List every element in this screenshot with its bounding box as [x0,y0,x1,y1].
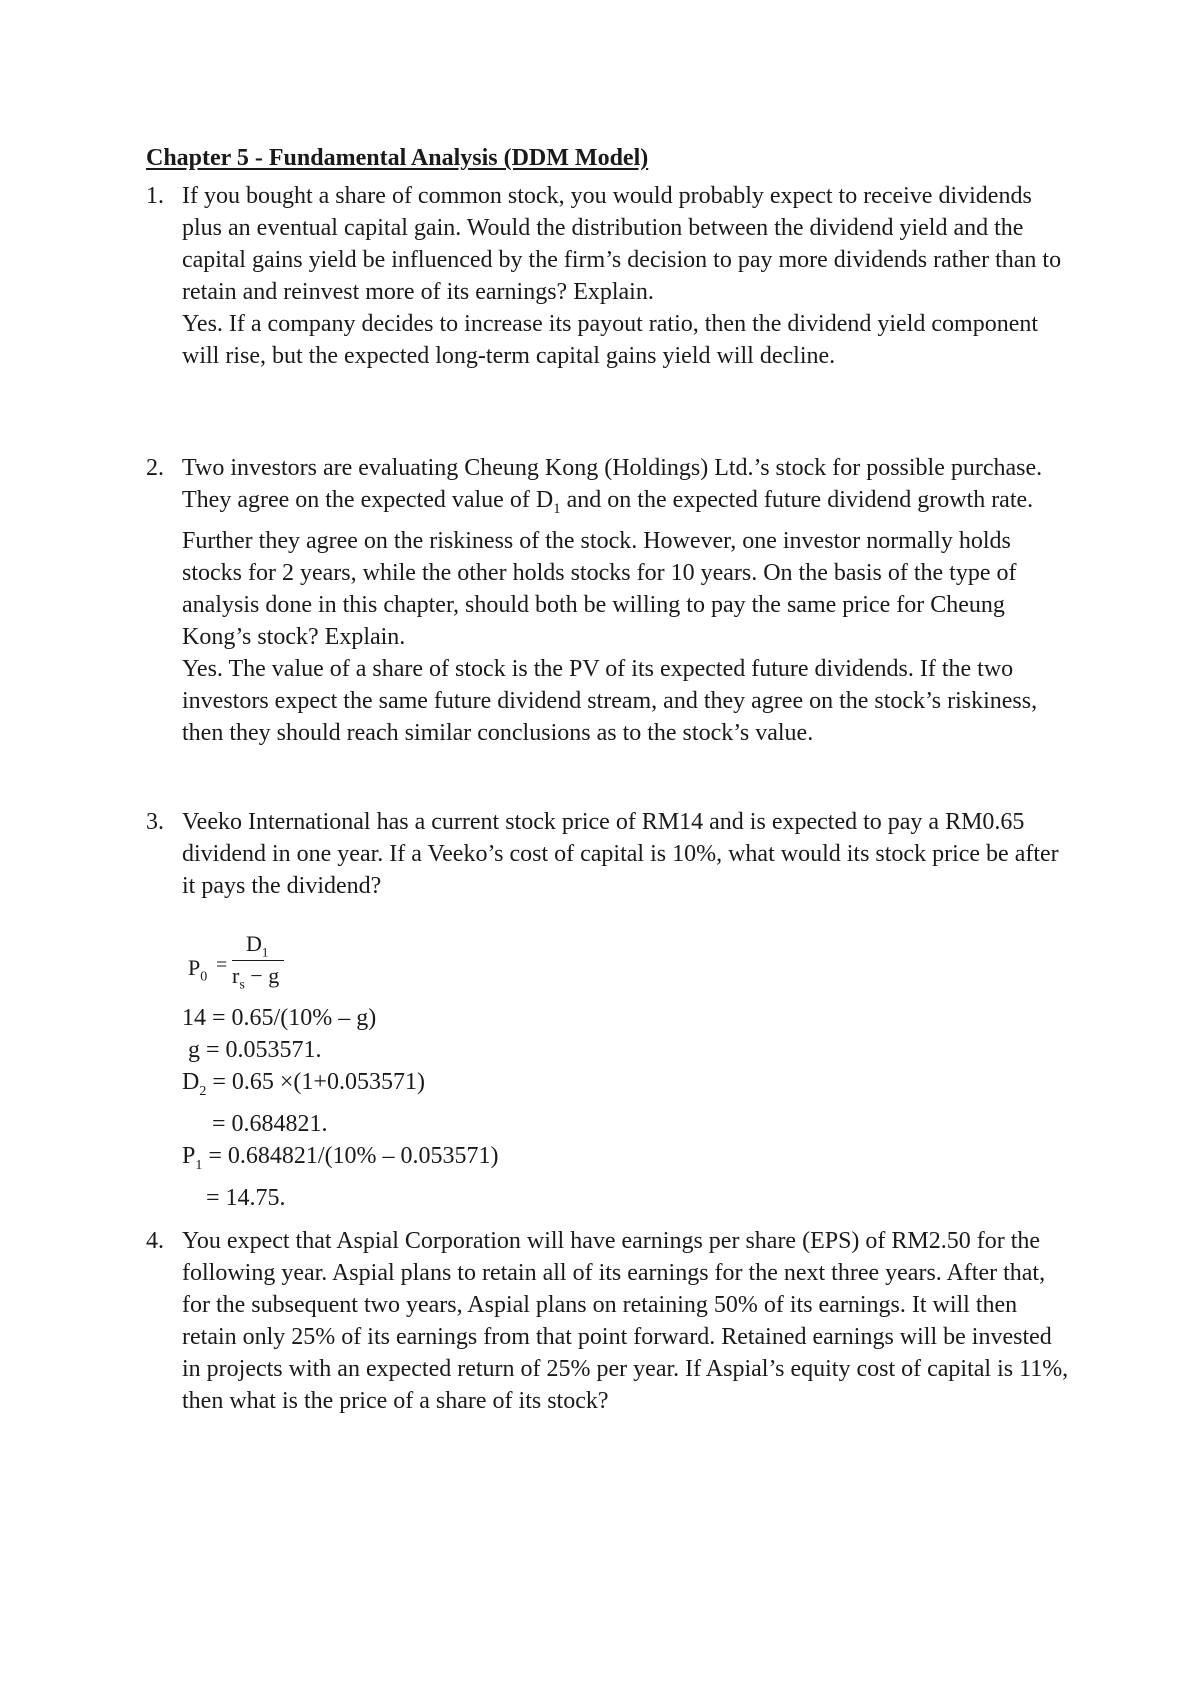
answer-text: Yes. The value of a share of stock is the PV of its expected future dividends. If the two investors expect the same future dividend stream, and they agree on the stock’s riskiness, then they should reach similar conclusions as to the stock’s value. [182,655,1038,746]
question-number: 3. [146,809,164,835]
calc-line: = 14.75. [182,1184,286,1211]
question-1 [146,180,1076,372]
question-text: If you bought a share of common stock, you would probably expect to receive dividends plus an eventual capital gain. Would the distribution between the dividend yield and the capital gains yield be influenced by the firm’s decision to pay more dividends rather than to retain and reinvest more of its earnings? Explain. [182,183,1062,305]
subscript: s [239,977,245,993]
calc-line: = 0.684821. [182,1110,328,1137]
ddm-formula [182,931,1076,996]
page-title: Chapter 5 - Fundamental Analysis (DDM Model) [146,145,649,171]
calc-line [182,1140,1076,1182]
calc-line: g = 0.053571. [182,1037,322,1063]
question-text-part: Two investors are evaluating Cheung Kong (Holdings) Ltd.’s stock for possible purchase. They agree on the expected value of D [182,455,1043,513]
formula-equals: = [216,954,228,976]
formula-lhs [188,952,207,993]
formula-var: D [246,931,262,956]
calculation [182,1002,1076,1214]
question-text: You expect that Aspial Corporation will have earnings per share (EPS) of RM2.50 for the following year. Aspial plans to retain all of its earnings for the next three years. After that, for the subsequent two years, Aspial plans on retaining 50% of its earnings. It will then retain only 25% of its earnings from that point forward. Retained earnings will be invested in projects with an expected return of 25% per year. If Aspial’s equity cost of capital is 11%, then what is the price of a share of its stock? [182,1228,1069,1414]
subscript: 1 [261,944,269,960]
question-text: Veeko International has a current stock price of RM14 and is expected to pay a RM0.65 dividend in one year. If a Veeko’s cost of capital is 10%, what would its stock price be after it pays the dividend? [182,809,1059,899]
question-number: 4. [146,1228,164,1254]
question-number: 1. [146,183,164,209]
formula-denominator [232,960,279,1001]
subscript: 2 [199,1083,207,1099]
calc-expr: = 0.684821/(10% – 0.053571) [202,1142,499,1169]
formula-var: r [232,963,240,988]
subscript: 0 [200,969,208,985]
formula-var: − g [244,963,280,988]
subscript: 1 [553,500,561,517]
calc-var: P [182,1142,196,1169]
formula-var: P [188,955,201,980]
calc-var: D [182,1069,200,1095]
calc-line: 14 = 0.65/(10% – g) [182,1005,377,1031]
calc-line [182,1066,1076,1108]
answer-text: Yes. If a company decides to increase its payout ratio, then the dividend yield component will rise, but the expected long-term capital gains yield will decline. [182,311,1039,369]
question-4 [146,1225,1076,1417]
question-number: 2. [146,455,164,481]
calc-expr: = 0.65 ×(1+0.053571) [206,1069,425,1095]
question-3 [146,806,1076,1214]
question-2 [146,452,1076,749]
question-text-part: and on the expected future dividend growth rate. Further they agree on the riskiness of the stock. However, one investor normally holds stocks for 2 years, while the other holds stocks for 10 years. On the basis of the type of analysis done in this chapter, should both be willing to pay the same price for Cheung Kong’s stock? Explain. [182,487,1034,650]
question-text [182,452,1076,653]
subscript: 1 [195,1157,203,1173]
